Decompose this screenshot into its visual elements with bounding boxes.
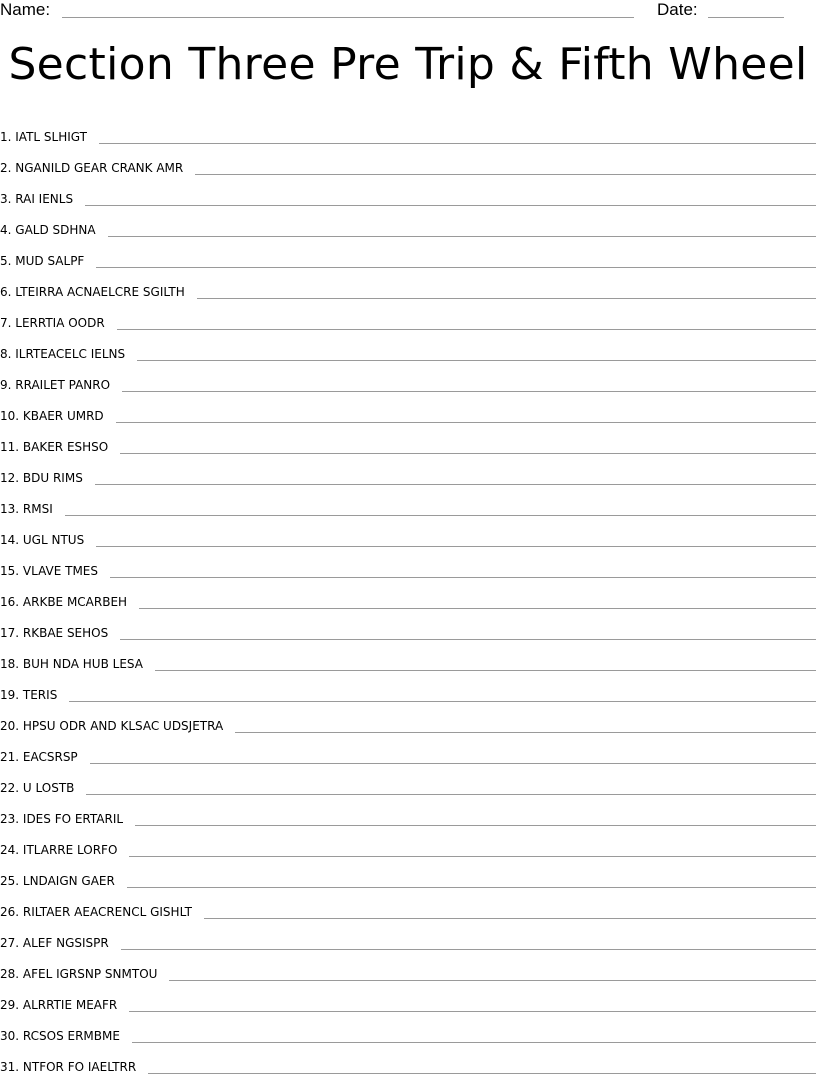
answer-line[interactable] bbox=[96, 545, 816, 547]
list-item bbox=[0, 981, 816, 1012]
scrambled-word-label: 6. LTEIRRA ACNAELCRE SGILTH bbox=[0, 285, 185, 299]
answer-line[interactable] bbox=[120, 638, 816, 640]
date-field-line[interactable] bbox=[708, 17, 784, 18]
answer-line[interactable] bbox=[127, 886, 816, 888]
answer-line[interactable] bbox=[204, 917, 816, 919]
list-item bbox=[0, 826, 816, 857]
answer-line[interactable] bbox=[99, 142, 816, 144]
list-item bbox=[0, 578, 816, 609]
list-item bbox=[0, 764, 816, 795]
answer-line[interactable] bbox=[96, 266, 816, 268]
list-item bbox=[0, 175, 816, 206]
list-item bbox=[0, 144, 816, 175]
list-item bbox=[0, 237, 816, 268]
answer-line[interactable] bbox=[85, 204, 816, 206]
list-item bbox=[0, 640, 816, 671]
list-item bbox=[0, 299, 816, 330]
answer-line[interactable] bbox=[135, 824, 816, 826]
list-item bbox=[0, 795, 816, 826]
answer-line[interactable] bbox=[86, 793, 816, 795]
answer-line[interactable] bbox=[235, 731, 816, 733]
scrambled-word-label: 10. KBAER UMRD bbox=[0, 409, 104, 423]
list-item bbox=[0, 454, 816, 485]
answer-line[interactable] bbox=[137, 359, 816, 361]
scrambled-word-label: 12. BDU RIMS bbox=[0, 471, 83, 485]
name-label: Name: bbox=[0, 0, 51, 19]
scrambled-word-label: 17. RKBAE SEHOS bbox=[0, 626, 109, 640]
scrambled-word-label: 1. IATL SLHIGT bbox=[0, 130, 87, 144]
answer-line[interactable] bbox=[169, 979, 816, 981]
list-item bbox=[0, 888, 816, 919]
list-item bbox=[0, 1012, 816, 1043]
scrambled-word-label: 28. AFEL IGRSNP SNMTOU bbox=[0, 967, 158, 981]
scrambled-word-label: 3. RAI IENLS bbox=[0, 192, 74, 206]
list-item bbox=[0, 206, 816, 237]
answer-line[interactable] bbox=[116, 421, 816, 423]
list-item bbox=[0, 423, 816, 454]
scrambled-word-label: 24. ITLARRE LORFO bbox=[0, 843, 118, 857]
list-item bbox=[0, 609, 816, 640]
scrambled-word-label: 21. EACSRSP bbox=[0, 750, 78, 764]
scrambled-word-label: 11. BAKER ESHSO bbox=[0, 440, 109, 454]
answer-line[interactable] bbox=[155, 669, 816, 671]
scrambled-word-label: 5. MUD SALPF bbox=[0, 254, 85, 268]
answer-line[interactable] bbox=[65, 514, 816, 516]
answer-line[interactable] bbox=[95, 483, 816, 485]
scrambled-word-label: 13. RMSI bbox=[0, 502, 53, 516]
list-item bbox=[0, 671, 816, 702]
list-item bbox=[0, 485, 816, 516]
scrambled-word-label: 25. LNDAIGN GAER bbox=[0, 874, 115, 888]
list-item bbox=[0, 268, 816, 299]
scrambled-word-label: 14. UGL NTUS bbox=[0, 533, 85, 547]
scrambled-word-label: 29. ALRRTIE MEAFR bbox=[0, 998, 118, 1012]
list-item bbox=[0, 113, 816, 144]
page-title: Section Three Pre Trip & Fifth Wheel bbox=[8, 39, 808, 90]
scrambled-word-label: 26. RILTAER AEACRENCL GISHLT bbox=[0, 905, 192, 919]
list-item bbox=[0, 547, 816, 578]
scrambled-word-label: 16. ARKBE MCARBEH bbox=[0, 595, 128, 609]
scrambled-word-label: 9. RRAILET PANRO bbox=[0, 378, 111, 392]
list-item bbox=[0, 857, 816, 888]
list-item bbox=[0, 392, 816, 423]
date-label: Date: bbox=[657, 0, 698, 19]
list-item bbox=[0, 950, 816, 981]
scrambled-word-label: 7. LERRTIA OODR bbox=[0, 316, 105, 330]
answer-line[interactable] bbox=[120, 452, 816, 454]
answer-line[interactable] bbox=[129, 855, 816, 857]
answer-line[interactable] bbox=[129, 1010, 816, 1012]
list-item bbox=[0, 1043, 816, 1074]
scrambled-word-label: 27. ALEF NGSISPR bbox=[0, 936, 109, 950]
answer-line[interactable] bbox=[121, 948, 816, 950]
scramble-list bbox=[0, 113, 816, 1074]
answer-line[interactable] bbox=[195, 173, 816, 175]
answer-line[interactable] bbox=[69, 700, 816, 702]
answer-line[interactable] bbox=[122, 390, 816, 392]
scrambled-word-label: 8. ILRTEACELC IELNS bbox=[0, 347, 126, 361]
answer-line[interactable] bbox=[117, 328, 816, 330]
answer-line[interactable] bbox=[197, 297, 816, 299]
answer-line[interactable] bbox=[90, 762, 816, 764]
scrambled-word-label: 23. IDES FO ERTARIL bbox=[0, 812, 124, 826]
list-item bbox=[0, 919, 816, 950]
name-field-line[interactable] bbox=[62, 17, 634, 18]
scrambled-word-label: 2. NGANILD GEAR CRANK AMR bbox=[0, 161, 184, 175]
list-item bbox=[0, 733, 816, 764]
worksheet-header bbox=[0, 0, 816, 24]
list-item bbox=[0, 702, 816, 733]
list-item bbox=[0, 361, 816, 392]
answer-line[interactable] bbox=[108, 235, 816, 237]
scrambled-word-label: 22. U LOSTB bbox=[0, 781, 75, 795]
scrambled-word-label: 15. VLAVE TMES bbox=[0, 564, 98, 578]
answer-line[interactable] bbox=[110, 576, 816, 578]
scrambled-word-label: 31. NTFOR FO IAELTRR bbox=[0, 1060, 137, 1074]
answer-line[interactable] bbox=[132, 1041, 816, 1043]
scrambled-word-label: 19. TERIS bbox=[0, 688, 58, 702]
list-item bbox=[0, 516, 816, 547]
answer-line[interactable] bbox=[139, 607, 816, 609]
scrambled-word-label: 20. HPSU ODR AND KLSAC UDSJETRA bbox=[0, 719, 224, 733]
scrambled-word-label: 18. BUH NDA HUB LESA bbox=[0, 657, 143, 671]
scrambled-word-label: 4. GALD SDHNA bbox=[0, 223, 96, 237]
scrambled-word-label: 30. RCSOS ERMBME bbox=[0, 1029, 120, 1043]
list-item bbox=[0, 330, 816, 361]
